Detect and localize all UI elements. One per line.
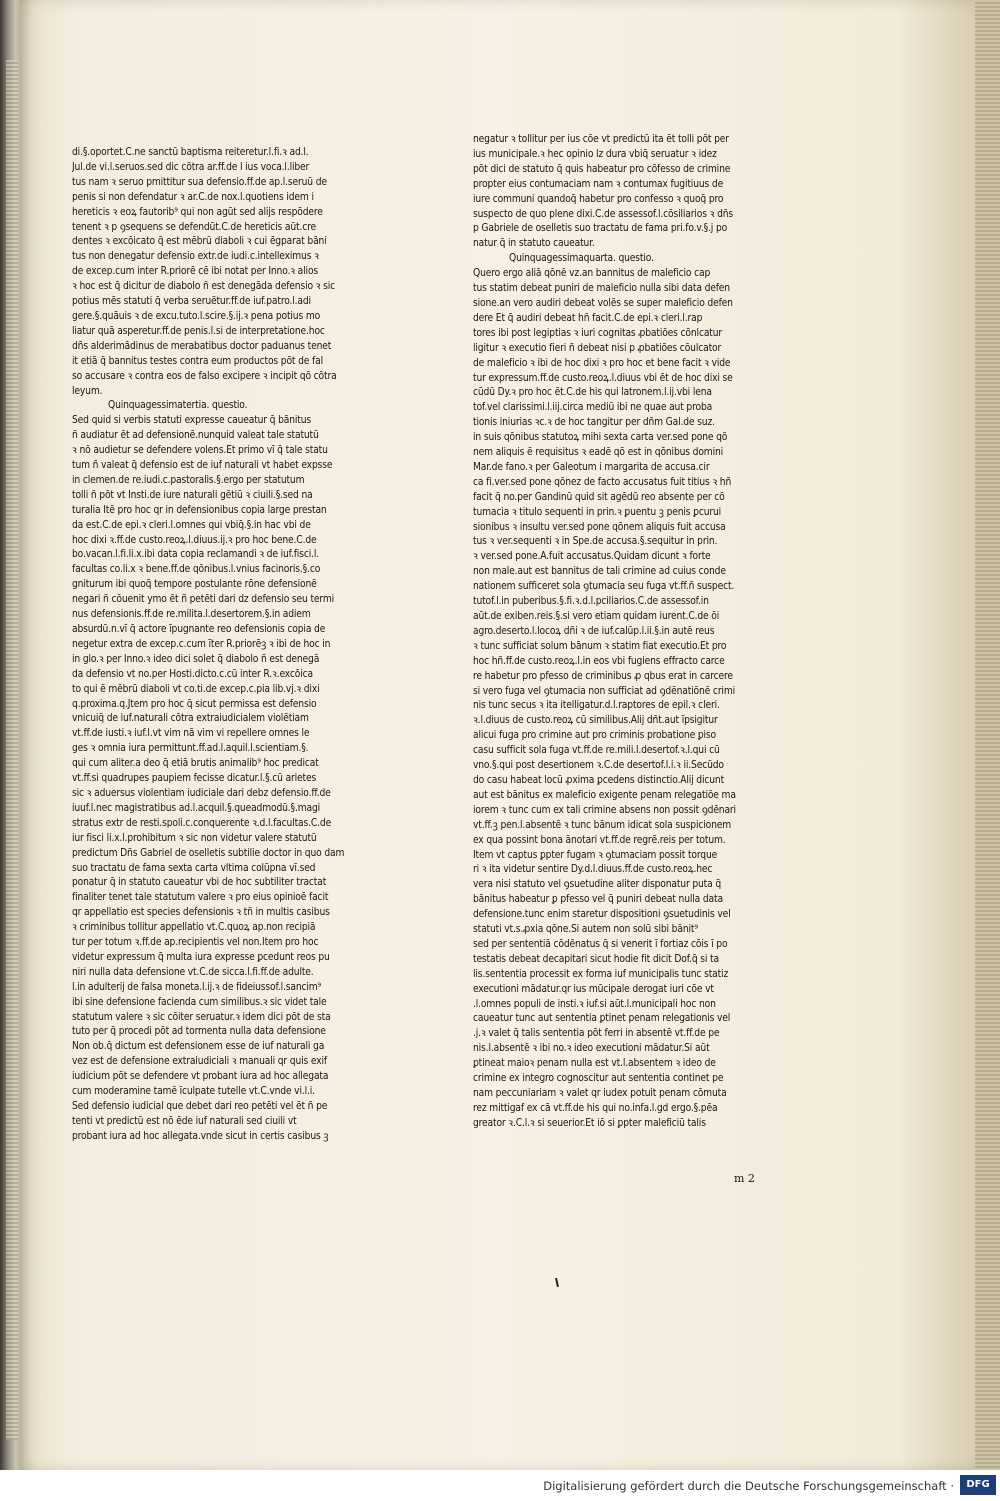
text-line: tof.vel clarissimi.l.iij.circa mediū ibi ne quae aut proba: [473, 402, 713, 414]
text-line: in clemen.de re.iudi.c.pastoralis.§.ergo per statutum: [72, 474, 305, 486]
text-line: re habetur pro pfesso de criminibus ꝓ qbus erat in carcere: [473, 670, 733, 682]
text-line: .j.ꝛ valet q̄ talis sententia pōt ferri in absentē vt.ff.de pe: [473, 1028, 720, 1040]
text-line: nis.l.absentē ꝛ ibi no.ꝛ ideo executioni mādatur.Si aūt: [473, 1043, 710, 1055]
text-line: tus non denegatur defensio extr.de iudi.c.intelleximus ꝛ: [72, 251, 319, 263]
text-line: in suis qōnibus statutoꝝ mihi sexta carta ver.sed pone qō: [473, 432, 728, 444]
text-line: ꝛ criminibus tollitur appellatio vt.C.quoꝝ ap.non recipiā: [72, 922, 316, 934]
text-line: statutum valere ꝛ sic cōiter seruatur.ꝛ idem dici pōt de sta: [72, 1011, 331, 1023]
text-line: so accusare ꝛ contra eos de falso excipere ꝛ incipit qō cōtra: [72, 370, 337, 382]
footer-bar: [0, 1470, 1000, 1501]
text-line: iudicium pōt se defendere vt probant iura ad hoc allegata: [72, 1071, 329, 1083]
text-line: ꝛ.l.diuus de custo.reoꝝ cū similibus.Alij dñt.aut īpsigitur: [473, 715, 718, 727]
text-line: Sed quid si verbis statuti expresse caueatur q̄ bānitus: [72, 415, 312, 427]
text-line: do casu habeat locū ꝓxima ꝑcedens distinctio.Alij dicunt: [473, 774, 725, 786]
text-line: ius municipale.ꝛ hec opinio lz dura vbiq̄ seruatur ꝛ idez: [473, 148, 717, 160]
text-line: iure communi quandoq̄ habetur pro confesso ꝛ quoq̄ pro: [473, 193, 724, 205]
text-line: suspecto de quo plene dixi.C.de assessof.l.cōsiliarios ꝛ dñs: [473, 208, 734, 220]
text-line: de maleficio ꝛ ibi de hoc dixi ꝛ pro hoc et bene facit ꝛ vide: [473, 357, 731, 369]
text-line: penis si non defendatur ꝛ ar.C.de nox.l.quotiens idem i: [72, 191, 314, 203]
text-line: cum moderamine tamē īculpate tutelle vt.C.vnde vi.l.i.: [72, 1086, 315, 1098]
text-line: negari ñ cōuenit ymo ēt ñ petēti dari dz defensio seu termi: [72, 594, 335, 606]
text-line: l.in adulterij de falsa moneta.l.ij.ꝛ de fideiussof.l.sancim⁹: [72, 981, 322, 993]
text-line: potius mēs statuti q̄ verba seruētur.ff.de iuf.patro.l.adi: [72, 296, 311, 308]
text-line: suo tractatu de fama sexta carta vltima colūpna vī.sed: [72, 862, 316, 874]
text-line: ri ꝛ ita videtur sentire Dy.d.l.diuus.ff.de custo.reoꝝ.hec: [473, 864, 713, 876]
text-line: hereticis ꝛ eoꝝ fautorib⁹ qui non agūt sed alijs respōdere: [72, 206, 323, 218]
text-line: iur fisci li.x.l.prohibitum ꝛ sic non videtur valere statutū: [72, 832, 317, 844]
text-line: ñ audiatur ēt ad defensionē.nunquid valeat tale statutū: [72, 430, 319, 442]
text-line: non male.aut est bannitus de tali crimine ad cuius conde: [473, 566, 726, 578]
text-line: nis tunc secus ꝛ ita itelligatur.d.l.raptores de epil.ꝛ cleri.: [473, 700, 720, 712]
text-line: da est.C.de epi.ꝛ cleri.l.omnes qui vbiq̄.§.in hac vbi de: [72, 519, 311, 531]
text-line: executioni mādatur.qr ius mūcipale derogat iuri cōe vt: [473, 983, 714, 995]
text-line: gere.§.quāuis ꝛ de excu.tuto.l.scire.§.ij.ꝛ pena potius mo: [72, 310, 321, 322]
text-line: rez mittigaf ex cā vt.ff.de his qui no.infa.l.gd ergo.§.pēa: [473, 1102, 718, 1114]
text-line: tores ibi post legiptias ꝛ iuri cognitas ꝓbatiōes cōnlcatur: [473, 327, 723, 339]
text-line: facit q̄ no.per Gandinū quid sit agēdū reo absente per cō: [473, 491, 725, 503]
text-line: tur expressum.ff.de custo.reoꝝ.l.diuus vbi ēt de hoc dixi se: [473, 372, 733, 384]
funding-credit: Digitalisierung gefördert durch die Deutsche Forschungsgemeinschaft ·: [543, 1479, 954, 1493]
text-line: dñs alderimādinus de merabatibus doctor paduanus tenet: [72, 340, 332, 352]
text-line: tus nam ꝛ seruo pmittitur sua defensio.ff.de ap.l.seruū de: [72, 176, 327, 188]
text-line: Sed defensio iudicial que debet dari reo petēti vel ēt ñ pe: [72, 1101, 328, 1112]
text-line: videtur expressum q̄ multa iura expresse ꝑcedunt reos pu: [72, 951, 330, 963]
left-text-column: [72, 146, 396, 1145]
text-line: dere Et q̄ audiri debeat hñ facit.C.de epi.ꝛ cleri.l.rap: [473, 312, 703, 324]
dfg-logo: DFG: [960, 1475, 996, 1495]
text-line: iuuf.l.nec magistratibus ad.l.acquil.§.queadmodū.§.magi: [72, 802, 321, 814]
text-line: tolli ñ pōt vt Insti.de iure naturali gētiū ꝛ ciuili.§.sed na: [72, 489, 313, 501]
text-line: crimine ex integro cognoscitur aut sententia continet pe: [473, 1073, 724, 1085]
text-line: tuto per q̄ procedi pōt ad tormenta nulla data defensione: [72, 1026, 326, 1038]
text-line: bānitus habeatur ꝑ pfesso vel q̄ puniri debeat nulla data: [473, 894, 723, 906]
text-line: tutof.l.in puberibus.§.fi.ꝛ.d.l.pciliarios.C.de assessof.in: [473, 596, 709, 608]
text-line: vt.ff.de iusti.ꝛ iuf.l.vt vim nā vim vi repellere omnes le: [72, 728, 310, 740]
page-stack-edge: [6, 60, 18, 1440]
text-line: facultas co.li.x ꝛ bene.ff.de qōnibus.l.vnius facinoris.§.co: [72, 564, 321, 576]
text-line: da defensio vt no.per Hosti.dicto.c.cū inter R.ꝛ.excōica: [72, 668, 313, 680]
text-line: alicui fuga pro crimine aut pro criminis probatione ꝑiso: [473, 730, 716, 742]
text-line: bo.vacan.l.fi.li.x.ibi data copia reclamandi ꝛ de iuf.fisci.l.: [72, 549, 320, 561]
text-line: vez est de defensione extraiudiciali ꝛ manuali qr quis exif: [72, 1056, 327, 1068]
text-line: tum ñ valeat q̄ defensio est de iuf naturali vt habet expsse: [72, 460, 333, 472]
text-line: qui cum aliter.a deo q̄ etiā brutis animalib⁹ hoc predicat: [72, 758, 319, 770]
text-line: agro.deserto.l.locoꝝ dñi ꝛ de iuf.calūp.l.ii.§.in autē reus: [473, 625, 715, 637]
text-line: Jul.de vi.l.seruos.sed dic cōtra ar.ff.de l ius voca.l.liber: [72, 161, 310, 173]
text-line: vt.ff.ꝫ pen.l.absentē ꝛ tunc bānum idicat sola suspicionem: [473, 819, 732, 831]
text-line: tenti vt predictū est nō ēde iuf naturali sed ciuili vt: [72, 1115, 297, 1127]
text-line: predictum Dñs Gabriel de oselletis subtilie doctor in quo dam: [72, 847, 345, 859]
text-line: in glo.ꝛ per Inno.ꝛ ideo dici solet q̄ diabolo ñ est denegā: [72, 653, 320, 665]
text-line: testatis debeat decapitari sicut hodie fit dicit Dof.q̄ si ta: [473, 953, 719, 965]
text-line: qr appellatio est species defensionis ꝛ tñ in multis casibus: [72, 907, 330, 919]
text-line: ca fi.ver.sed pone qōnez de facto accusatus fuit titius ꝛ hñ: [473, 476, 732, 488]
text-line: sionibus ꝛ insultu ver.sed pone qōnem aliquis fuit accusa: [473, 521, 726, 533]
text-line: .l.omnes populi de insti.ꝛ iuf.si aūt.l.municipali hoc non: [473, 998, 716, 1010]
text-line: vno.§.qui post desertionem ꝛ.C.de desertof.l.i.ꝛ ii.Secūdo: [473, 760, 724, 772]
text-line: natur q̄ in statuto caueatur.: [473, 238, 595, 250]
text-line: cūdū Dy.ꝛ pro hoc ēt.C.de his qui latronem.l.ij.vbi lena: [473, 387, 712, 399]
text-line: di.§.oportet.C.ne sanctū baptisma reiteretur.l.fi.ꝛ ad.l.: [72, 147, 309, 158]
text-line: it etiā q̄ bannitus testes contra eum productos pōt de fal: [72, 355, 323, 367]
text-line: turalia Itē pro hoc qr in defensionibus copia large prestan: [72, 504, 327, 516]
text-line: ex qua possint bona ānotari vt.ff.de regrē.reis per totum.: [473, 834, 726, 846]
text-line: ponatur q̄ in statuto caueatur vbi de hoc subtiliter tractat: [72, 877, 327, 889]
text-line: Quero ergo aliā qōnē vz.an bannitus de maleficio cap: [473, 268, 711, 280]
text-line: tus ꝛ ver.sequenti ꝛ in Spe.de accusa.§.sequitur in prin.: [473, 536, 718, 548]
text-line: aut est bānitus ex maleficio exigente penam relegatiōe ma: [473, 789, 736, 801]
text-line: tenent ꝛ p ꝯsequens se defendūt.C.de hereticis aūt.cre: [72, 221, 316, 233]
text-line: casu sufficit sola fuga vt.ff.de re.mili.l.desertof.ꝛ.l.qui cū: [473, 745, 720, 757]
previous-page-edge: [0, 0, 22, 1501]
text-line: aūt.de exiben.reis.§.si vero etiam quidam iurent.C.de ōi: [473, 611, 720, 622]
text-line: ibi sine defensione facienda cum similibus.ꝛ sic videt tale: [72, 996, 327, 1008]
text-line: tionis iniurias ꝛc.ꝛ de hoc tangitur per dñm Gal.de suz.: [473, 417, 715, 429]
text-line: ligitur ꝛ executio fieri ñ debeat nisi p ꝓbatiōes cōulcator: [473, 342, 722, 354]
text-line: gniturum ibi quoq̄ tempore postulante rōne defensionē: [72, 579, 317, 591]
text-line: niri nulla data defensione vt.C.de sicca.l.fi.ff.de adulte.: [72, 966, 314, 978]
text-line: ꝛ tunc sufficiat solum bānum ꝛ statim fiat executio.Et pro: [473, 640, 727, 652]
text-line: tus statim debeat puniri de maleficio nulla sibi data defen: [473, 283, 730, 295]
text-line: nam peccuniariam ꝛ valet qr iudex potuit penam cōmuta: [473, 1088, 727, 1099]
page-block-edge: [975, 0, 1000, 1470]
text-line: ges ꝛ omnia iura permittunt.ff.ad.l.aquil.l.scientiam.§.: [72, 743, 309, 755]
text-line: leyum.: [72, 385, 103, 397]
text-line: nus defensionis.ff.de re.milita.l.desertorem.§.in adiem: [72, 609, 311, 621]
text-line: absurdū.n.vī q̄ actore īpugnante reo defensionis copia de: [72, 624, 326, 635]
text-line: Mar.de fano.ꝛ per Galeotum i margarita de accusa.cir: [473, 461, 710, 473]
text-line: dentes ꝛ excōicato q̄ est mēbrū diaboli ꝛ cui ēgparat bāni: [72, 236, 327, 248]
text-line: hoc dixi ꝛ.ff.de custo.reoꝝ.l.diuus.ij.ꝛ pro hoc bene.C.de: [72, 534, 317, 546]
text-line: tur per totum ꝛ.ff.de ap.recipientis vel non.Item pro hoc: [72, 937, 319, 949]
question-heading: Quinquagessimaquarta. questio.: [509, 253, 654, 265]
text-line: stratus extr de resti.spoli.c.conquerente ꝛ.d.l.facultas.C.de: [72, 817, 332, 829]
text-line: statuti vt.s.ꝓxia qōne.Si autem non solū sibi bānit⁹: [473, 924, 698, 936]
text-line: sione.an vero audiri debeat volēs se super maleficio defen: [473, 297, 733, 309]
text-line: sed per sententiā cōdēnatus q̄ si venerit ī fortiaz cōis ī po: [473, 938, 728, 950]
text-line: caueatur tunc aut sententia ꝑtinet penam relegationis vel: [473, 1013, 731, 1025]
text-line: pōt dici de statuto q̄ quis habeatur pro cōfesso de crimine: [473, 163, 731, 175]
text-line: negetur extra de excep.c.cum īter R.priorēꝫ ꝛ ibi de hoc in: [72, 638, 331, 650]
text-line: liatur quā asperetur.ff.de penis.l.si de interpretatione.hoc: [72, 325, 325, 337]
text-line: tumacia ꝛ titulo sequenti in prin.ꝛ ꝑuentu ꝫ penis ꝑcurui: [473, 506, 722, 518]
text-line: Item vt captus ꝑpter fugam ꝛ ꝯtumaciam possit torque: [473, 849, 718, 861]
text-line: defensione.tunc enim staretur dispositioni ꝯsuetudinis vel: [473, 909, 731, 921]
text-line: ꝛ nō audietur se defendere volens.Et primo vī q̄ tale statu: [72, 445, 328, 457]
text-line: to qui ē mēbrū diaboli vt co.ti.de excep.c.pia lib.vj.ꝛ dixi: [72, 683, 320, 695]
text-line: propter eius contumaciam nam ꝛ contumax fugitiuus de: [473, 178, 724, 190]
text-line: ꝛ hoc est q̄ dicitur de diabolo ñ est denegāda defensio ꝛ sic: [72, 281, 336, 293]
text-line: finaliter tenet tale statutum valere ꝛ pro eius opinioē facit: [72, 892, 329, 904]
text-line: nationem sufficeret sola ꝯtumacia seu fuga vt.ff.ñ suspect.: [473, 581, 735, 593]
text-line: vera nisi statuto vel ꝯsuetudine aliter disponatur puta q̄: [473, 879, 721, 891]
signature-mark: m 2: [734, 1172, 755, 1185]
text-line: vt.ff.si quadrupes paupiem fecisse dicatur.l.§.cū arietes: [72, 773, 317, 785]
text-line: sic ꝛ aduersus violentiam iudiciale dari debz defensio.ff.de: [72, 787, 331, 799]
text-line: greator ꝛ.C.l.ꝛ si seuerior.Et iō si ꝑpter maleficiū talis: [473, 1117, 706, 1129]
text-line: Non ob.q̄ dictum est defensionem esse de iuf naturali ga: [72, 1041, 325, 1053]
text-line: lis.sententia processit ex forma iuf municipalis tunc statiz: [473, 968, 729, 980]
text-line: nem aliquis ē requisitus ꝛ eadē qō est in qōnibus domini: [473, 447, 724, 459]
question-heading: Quinquagessimatertia. questio.: [108, 400, 248, 412]
text-line: de excep.cum inter R.priorē cē ibi notat per Inno.ꝛ alios: [72, 266, 319, 278]
text-line: q.proxima.q.Jtem pro hoc q̄ sicut permissa est defensio: [72, 698, 317, 710]
text-line: ꝑtineat maioꝛ penam nulla est vt.l.absentem ꝛ ideo de: [473, 1058, 716, 1070]
text-line: si vero fuga vel ꝯtumacia non sufficiat ad ꝯdēnatiōnē crimi: [473, 685, 736, 697]
text-line: ꝛ ver.sed pone.A.fuit accusatus.Quidam dicunt ꝛ forte: [473, 551, 711, 563]
text-line: iorem ꝛ tunc cum ex tali crimine absens non possit ꝯdēnari: [473, 804, 736, 816]
text-line: vnicuiq̄ de iuf.naturali cōtra extraiudicialem violētiam: [72, 713, 309, 725]
text-line: negatur ꝛ tollitur per ius cōe vt predictū ita ēt tolli pōt per: [473, 134, 729, 145]
text-line: p Gabriele de oselletis suo tractatu de fama pri.fo.v.§.j po: [473, 223, 728, 235]
text-line: hoc hñ.ff.de custo.reoꝝ.l.in eos vbi fugiens effracto carce: [473, 655, 725, 667]
right-text-column: [473, 133, 795, 1132]
text-line: probant iura ad hoc allegata.vnde sicut in certis casibus ꝫ: [72, 1130, 329, 1142]
